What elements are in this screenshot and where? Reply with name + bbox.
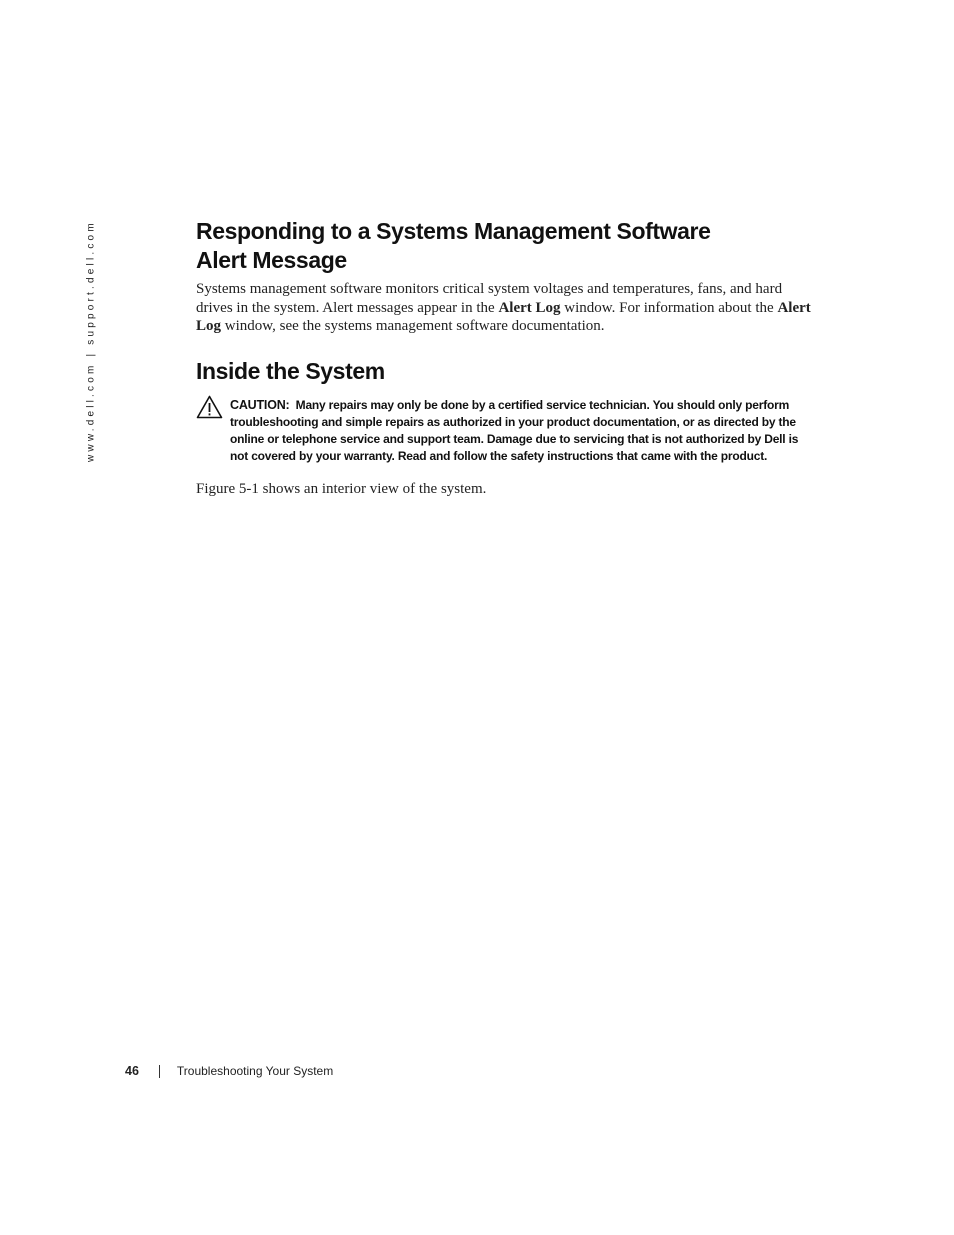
figure-reference: Figure 5-1 shows an interior view of the system. [196, 480, 487, 497]
caution-text [230, 397, 816, 465]
caution-body: Many repairs may only be done by a certified service technician. You should only perform troubleshooting and simple repairs as authorized in your product documentation, or as directed by the online or telephone service and support team. Damage due to servicing that is not authorized by Dell is not covered by your warranty. Read and follow the safety instructions that came with the product. [230, 397, 799, 463]
heading-line-2: Alert Message [196, 247, 347, 273]
caution-notice [196, 397, 816, 465]
alert-log-term: Alert Log [498, 299, 561, 316]
chapter-title: Troubleshooting Your System [176, 1064, 334, 1078]
sidebar-url: www.dell.com | support.dell.com [85, 220, 97, 463]
heading-line-1: Responding to a Systems Management Software [196, 218, 711, 244]
caution-triangle-icon [196, 395, 223, 419]
alert-paragraph [196, 280, 816, 336]
page-number: 46 [125, 1064, 139, 1078]
page-content [196, 217, 816, 513]
caution-label: CAUTION: [230, 397, 290, 412]
section-heading-alert [196, 217, 816, 275]
page-footer [125, 1061, 333, 1081]
alert-log-term-2: Alert Log [196, 299, 811, 334]
section-heading-inside: Inside the System [196, 357, 385, 384]
para-text-1: Systems management software monitors critical system voltages and temperatures, fans, and hard drives in the system. Alert messages appear in the [196, 281, 783, 316]
para-text-2: window. For information about the [560, 299, 778, 316]
para-text-3: window, see the systems management software documentation. [221, 318, 605, 334]
footer-divider [159, 1065, 160, 1078]
